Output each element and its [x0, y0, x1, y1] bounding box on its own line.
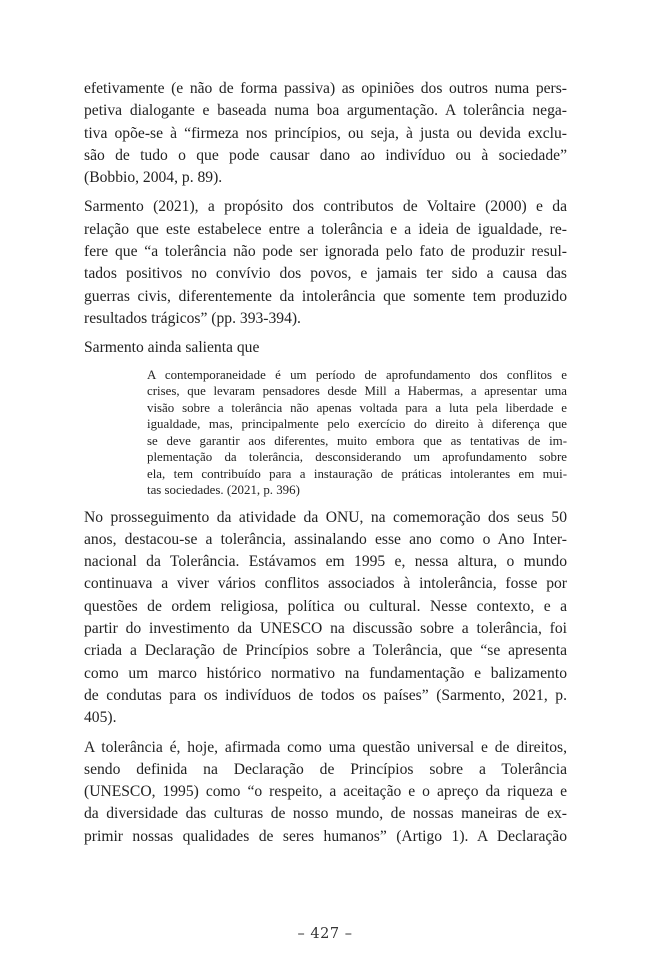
- text-line: continuava a viver vários conflitos associados à intolerância, fosse por: [84, 575, 567, 593]
- text-line: petiva dialogante e baseada numa boa argumentação. A tolerância nega-: [84, 102, 567, 120]
- text-line: resultados trágicos” (pp. 393-394).: [84, 309, 301, 327]
- text-line: nacional da Tolerância. Estávamos em 1995 e, nessa altura, o mundo: [84, 553, 567, 571]
- text-line: (Bobbio, 2004, p. 89).: [84, 169, 223, 187]
- body-text-before-quote: [84, 78, 567, 360]
- text-line: relação que este estabelece entre a tolerância e a ideia de igualdade, re-: [84, 220, 567, 238]
- text-line: A tolerância é, hoje, afirmada como uma questão universal e de direitos,: [84, 738, 567, 756]
- quote-line: se deve garantir aos diferentes, muito embora que as tentativas de im-: [147, 433, 567, 448]
- text-line: primir nossas qualidades de seres humanos” (Artigo 1). A Declaração: [84, 827, 567, 845]
- body-text-after-quote: [84, 507, 567, 848]
- text-line: partir do investimento da UNESCO na discussão sobre a tolerância, foi: [84, 620, 567, 638]
- text-line: tiva opõe-se à “firmeza nos princípios, ou seja, à justa ou devida exclu-: [84, 124, 567, 142]
- paragraph: [84, 78, 567, 189]
- quote-line: tas sociedades. (2021, p. 396): [147, 483, 300, 498]
- text-line: No prosseguimento da atividade da ONU, na comemoração dos seus 50: [84, 508, 567, 526]
- text-line: Sarmento (2021), a propósito dos contributos de Voltaire (2000) e da: [84, 198, 567, 216]
- text-line: anos, destacou-se a tolerância, assinalando esse ano como o Ano Inter-: [84, 530, 567, 548]
- text-line: da diversidade das culturas de nosso mundo, de nossas maneiras de ex-: [84, 805, 567, 823]
- paragraph: [84, 507, 567, 730]
- text-line: Sarmento ainda salienta que: [84, 339, 260, 357]
- text-line: como um marco histórico normativo na fundamentação e balizamento: [84, 664, 567, 682]
- text-line: são de tudo o que pode causar dano ao indivíduo ou à sociedade”: [84, 146, 567, 164]
- text-line: 405).: [84, 709, 117, 727]
- paragraph: [84, 737, 567, 848]
- quote-line: visão sobre a tolerância não apenas voltada para a luta pela liberdade e: [147, 400, 567, 415]
- text-line: tados positivos no convívio dos povos, e jamais ter sido a causa das: [84, 265, 567, 283]
- paragraph: [84, 196, 567, 330]
- paragraph: [84, 337, 567, 359]
- page-body: [84, 78, 567, 855]
- text-line: guerras civis, diferentemente da intolerância que somente tem produzido: [84, 287, 567, 305]
- text-line: criada a Declaração de Princípios sobre a Tolerância, que “se apresenta: [84, 642, 567, 660]
- text-line: efetivamente (e não de forma passiva) as opiniões dos outros numa pers-: [84, 80, 567, 97]
- text-line: questões de ordem religiosa, política ou cultural. Nesse contexto, e a: [84, 597, 567, 615]
- quote-line: A contemporaneidade é um período de aprofundamento dos conflitos e: [147, 367, 567, 382]
- text-line: (UNESCO, 1995) como “o respeito, a aceitação e o apreço da riqueza e: [84, 783, 567, 801]
- quote-line: igualdade, mas, principalmente pelo exercício do direito à diferença que: [147, 417, 567, 432]
- page-number: – 427 –: [297, 926, 353, 942]
- text-line: de condutas para os indivíduos de todos os países” (Sarmento, 2021, p.: [84, 686, 567, 704]
- text-line: sendo definida na Declaração de Princípios sobre a Tolerância: [84, 760, 567, 778]
- block-quote: [147, 367, 567, 499]
- quote-line: ela, tem contribuído para a instauração de práticas intolerantes em mui-: [147, 466, 567, 481]
- quote-line: plementação da tolerância, desconsiderando um aprofundamento sobre: [147, 450, 567, 465]
- text-line: fere que “a tolerância não pode ser ignorada pelo fato de produzir resul-: [84, 243, 567, 261]
- quote-line: crises, que levaram pensadores desde Mill a Habermas, a apresentar uma: [147, 384, 567, 399]
